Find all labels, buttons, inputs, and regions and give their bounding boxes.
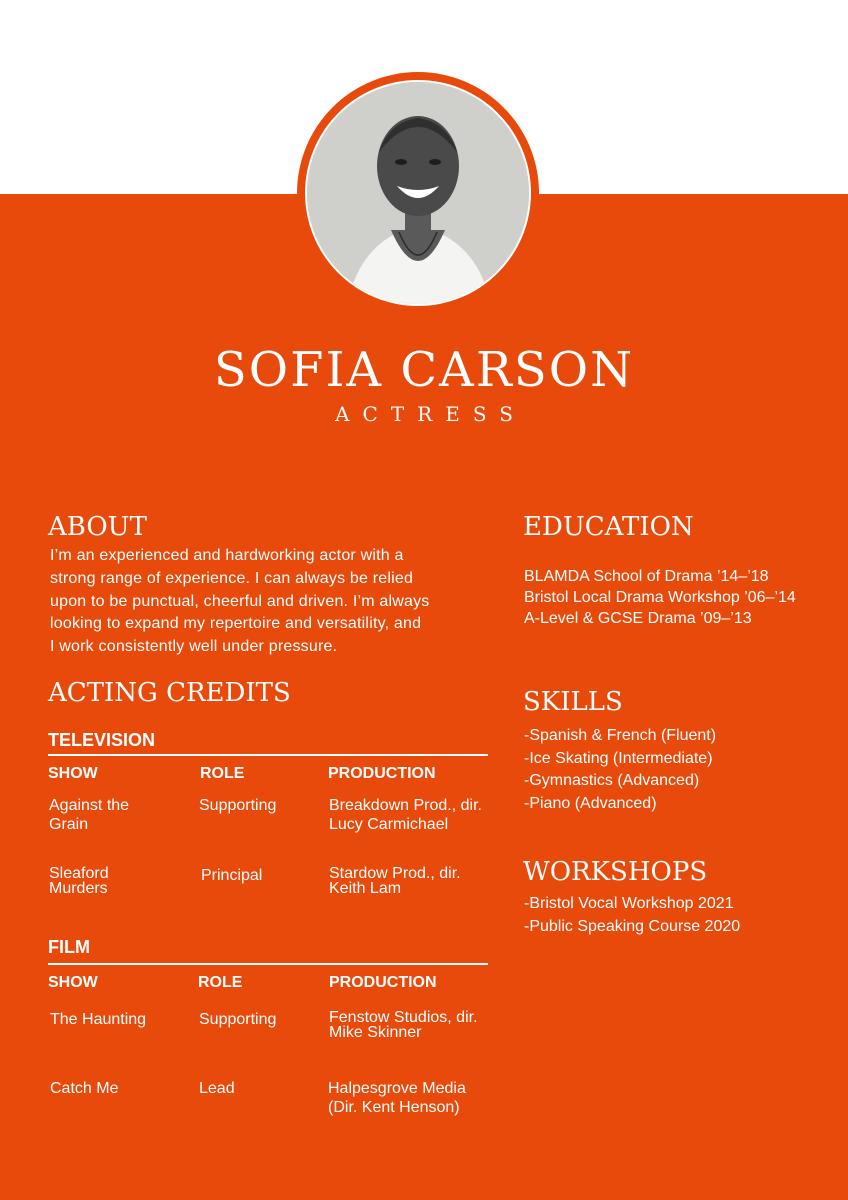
education-item: BLAMDA School of Drama ’14–’18 xyxy=(524,568,769,585)
film-row-2-role: Lead xyxy=(199,1080,235,1097)
film-subheading: FILM xyxy=(48,937,90,957)
film-row-2-show: Catch Me xyxy=(50,1080,119,1097)
about-line: I’m an experienced and hardworking actor with a xyxy=(50,547,404,564)
about-text xyxy=(50,545,470,659)
film-col-show: SHOW xyxy=(48,974,98,991)
tv-col-show: SHOW xyxy=(48,765,98,782)
film-row-1-show: The Haunting xyxy=(50,1011,147,1028)
film-row-1-production: Fenstow Studios, dir. Mike Skinner xyxy=(329,1009,478,1041)
education-list xyxy=(524,566,796,629)
education-item: A-Level & GCSE Drama ’09–’13 xyxy=(524,610,752,627)
profile-title: ACTRESS xyxy=(335,402,526,426)
profile-photo xyxy=(307,82,529,304)
film-col-role: ROLE xyxy=(198,974,243,991)
workshops-list xyxy=(524,893,740,938)
acting-credits-heading: ACTING CREDITS xyxy=(48,678,291,708)
education-heading: EDUCATION xyxy=(523,512,694,542)
portrait-illustration xyxy=(307,82,529,304)
skill-item: -Gymnastics (Advanced) xyxy=(524,772,700,789)
about-line: strong range of experience. I can always be relied xyxy=(50,569,414,587)
about-line: looking to expand my repertoire and versatility, and xyxy=(50,615,422,633)
workshop-item: -Bristol Vocal Workshop 2021 xyxy=(524,895,734,912)
film-col-production: PRODUCTION xyxy=(329,974,437,991)
workshops-heading: WORKSHOPS xyxy=(523,857,708,887)
television-divider xyxy=(48,754,488,756)
film-row-1-role: Supporting xyxy=(199,1011,277,1028)
skill-item: -Spanish & French (Fluent) xyxy=(524,727,717,744)
workshop-item: -Public Speaking Course 2020 xyxy=(524,917,741,935)
tv-row-2-show: Sleaford Murders xyxy=(49,865,109,897)
profile-name: SOFIA CARSON xyxy=(213,342,635,398)
tv-row-2-role: Principal xyxy=(201,867,263,884)
film-row-2-production: Halpesgrove Media (Dir. Kent Henson) xyxy=(328,1080,466,1116)
about-heading: ABOUT xyxy=(48,512,147,542)
skill-item: -Ice Skating (Intermediate) xyxy=(524,749,713,767)
tv-row-1-role: Supporting xyxy=(199,797,277,814)
skills-list xyxy=(524,725,716,815)
skill-item: -Piano (Advanced) xyxy=(524,794,657,812)
tv-row-1-show: Against the Grain xyxy=(49,797,130,833)
about-line: upon to be punctual, cheerful and driven. I’m always xyxy=(50,592,430,610)
tv-row-1-production: Breakdown Prod., dir. Lucy Carmichael xyxy=(329,797,482,833)
tv-col-role: ROLE xyxy=(200,765,245,782)
film-divider xyxy=(48,963,488,965)
television-subheading: TELEVISION xyxy=(48,730,156,750)
about-line: I work consistently well under pressure. xyxy=(50,638,338,656)
education-item: Bristol Local Drama Workshop ’06–’14 xyxy=(524,589,796,606)
tv-col-production: PRODUCTION xyxy=(328,765,436,782)
tv-row-2-production: Stardow Prod., dir. Keith Lam xyxy=(329,865,461,897)
skills-heading: SKILLS xyxy=(523,687,623,717)
